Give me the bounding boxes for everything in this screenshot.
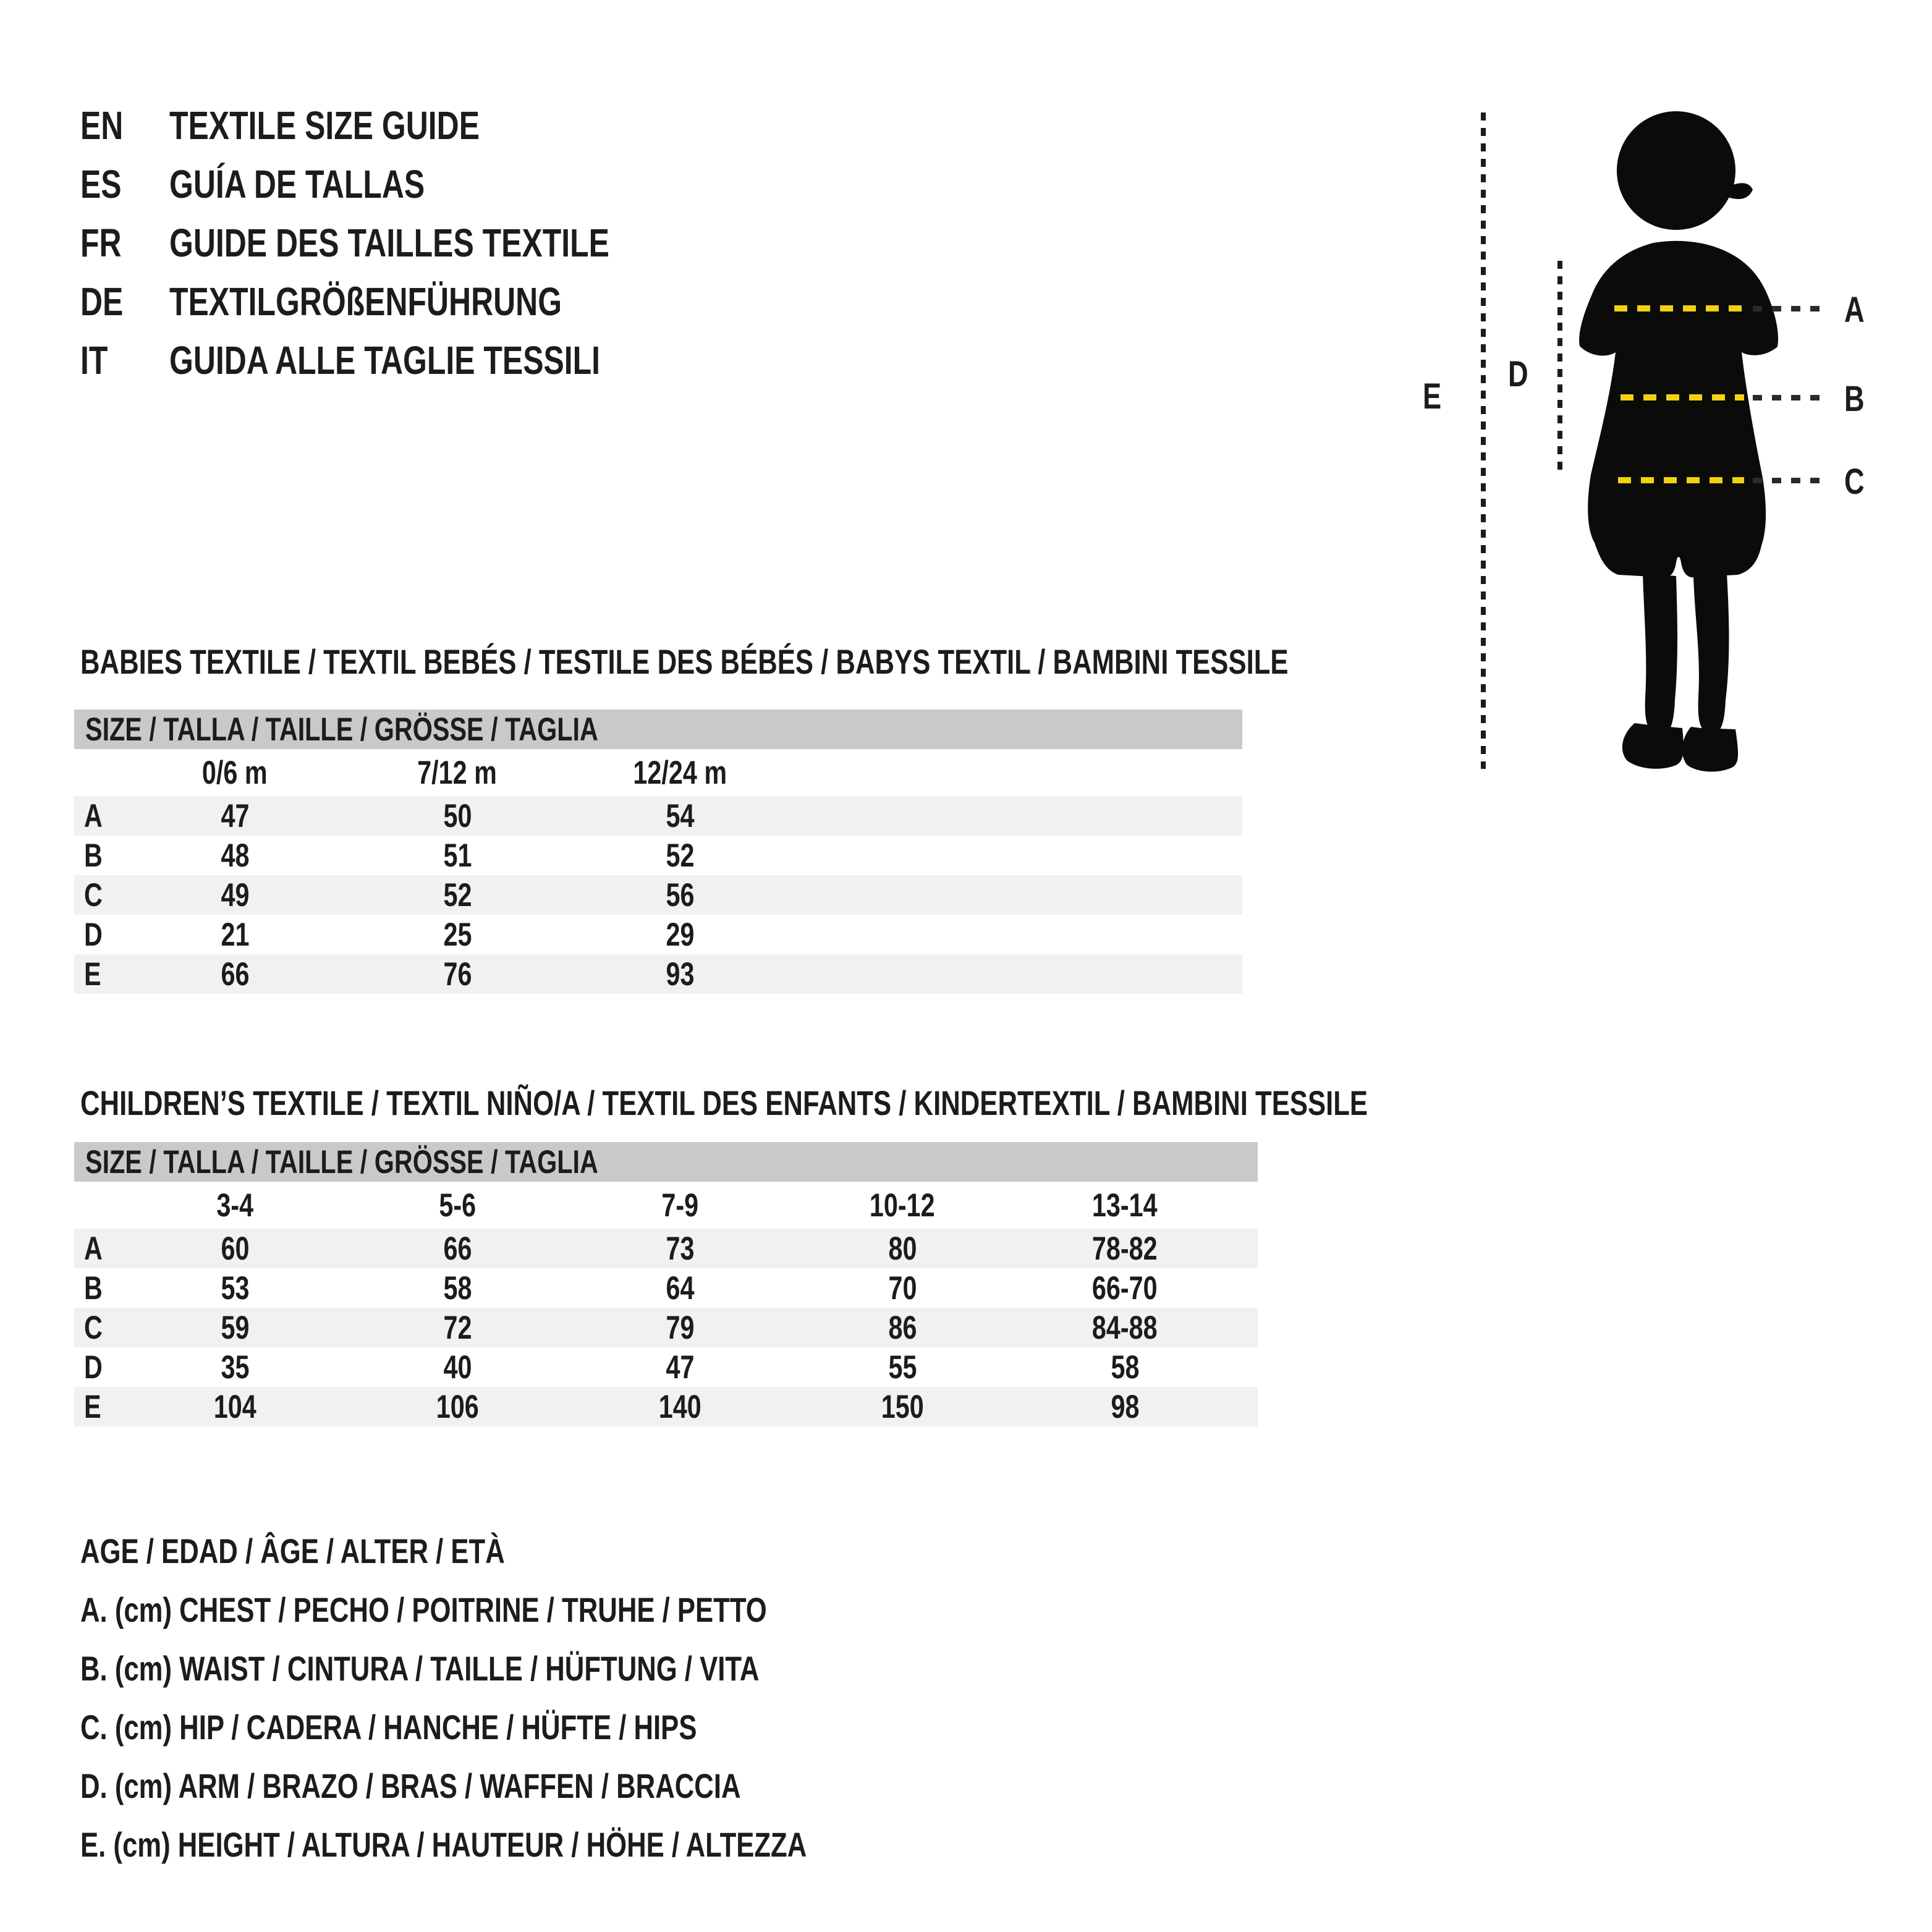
legend-line: C. (cm) HIP / CADERA / HANCHE / HÜFTE / HIPS — [80, 1708, 697, 1747]
legend-line: D. (cm) ARM / BRAZO / BRAS / WAFFEN / BRACCIA — [80, 1766, 741, 1805]
row-label: A — [84, 797, 103, 834]
babies-table — [74, 710, 1242, 994]
children-table-header: SIZE / TALLA / TAILLE / GRÖSSE / TAGLIA — [74, 1142, 1258, 1182]
table-cell: 76 — [443, 955, 472, 993]
hip-measure-dash-c — [1618, 477, 1744, 483]
legend-line: A. (cm) CHEST / PECHO / POITRINE / TRUHE / PETTO — [80, 1590, 767, 1629]
table-cell: 73 — [666, 1230, 694, 1267]
measurement-legend — [80, 1522, 1012, 1874]
table-cell: 55 — [888, 1349, 917, 1386]
table-row — [74, 1268, 1258, 1308]
table-cell: 98 — [1111, 1388, 1139, 1425]
column-header: 5-6 — [439, 1187, 476, 1224]
row-label: B — [84, 837, 103, 874]
row-label: D — [84, 916, 103, 953]
table-cell: 86 — [888, 1309, 917, 1346]
table-cell: 60 — [221, 1230, 249, 1267]
column-header: 13-14 — [1092, 1187, 1158, 1224]
table-cell: 47 — [221, 797, 249, 834]
row-label: E — [84, 955, 101, 993]
language-code: ES — [80, 161, 122, 206]
children-table — [74, 1142, 1258, 1426]
babies-section-title: BABIES TEXTILE / TEXTIL BEBÉS / TESTILE DES BÉBÉS / BABYS TEXTIL / BAMBINI TESSILE — [80, 642, 1289, 681]
table-cell: 72 — [443, 1309, 472, 1346]
column-header: 7/12 m — [417, 754, 498, 791]
language-row — [80, 96, 734, 155]
table-cell: 150 — [881, 1388, 924, 1425]
chest-measure-dash-a — [1614, 305, 1744, 311]
table-row — [74, 796, 1242, 836]
table-cell: 35 — [221, 1349, 249, 1386]
language-row — [80, 155, 734, 213]
table-body — [74, 796, 1242, 994]
column-header: 12/24 m — [633, 754, 727, 791]
table-row — [74, 1229, 1258, 1268]
language-code: FR — [80, 220, 122, 265]
hip-measure-leader-c — [1753, 478, 1824, 483]
table-body — [74, 1229, 1258, 1426]
babies-table-header: SIZE / TALLA / TAILLE / GRÖSSE / TAGLIA — [74, 710, 1242, 749]
table-cell: 140 — [658, 1388, 701, 1425]
language-row — [80, 213, 734, 272]
table-cell: 47 — [666, 1349, 694, 1386]
table-cell: 104 — [213, 1388, 256, 1425]
row-label: E — [84, 1388, 101, 1425]
row-label: B — [84, 1269, 103, 1307]
table-cell: 49 — [221, 876, 249, 913]
table-cell: 106 — [436, 1388, 479, 1425]
table-cell: 80 — [888, 1230, 917, 1267]
table-cell: 66 — [443, 1230, 472, 1267]
table-cell: 52 — [443, 876, 472, 913]
column-header: 7-9 — [661, 1187, 698, 1224]
legend-line: B. (cm) WAIST / CINTURA / TAILLE / HÜFTUNG / VITA — [80, 1649, 760, 1688]
measure-label-c: C — [1844, 462, 1865, 502]
row-label: C — [84, 1309, 103, 1346]
waist-measure-dash-b — [1621, 394, 1744, 400]
legend-line: AGE / EDAD / ÂGE / ALTER / ETÀ — [80, 1532, 505, 1570]
table-cell: 59 — [221, 1309, 249, 1346]
table-cell: 66 — [221, 955, 249, 993]
columns-row — [74, 749, 1242, 796]
table-row — [74, 1387, 1258, 1426]
table-cell: 25 — [443, 916, 472, 953]
measure-label-b: B — [1844, 379, 1865, 419]
language-row — [80, 331, 734, 389]
table-cell: 48 — [221, 837, 249, 874]
table-cell: 50 — [443, 797, 472, 834]
table-cell: 56 — [666, 876, 694, 913]
language-title: TEXTILGRÖßENFÜHRUNG — [169, 279, 562, 324]
row-label: D — [84, 1349, 103, 1386]
language-row — [80, 272, 734, 331]
language-code: DE — [80, 279, 124, 324]
row-label: C — [84, 876, 103, 913]
table-cell: 66-70 — [1092, 1269, 1158, 1307]
table-cell: 78-82 — [1092, 1230, 1158, 1267]
table-row — [74, 875, 1242, 915]
table-row — [74, 836, 1242, 875]
table-cell: 53 — [221, 1269, 249, 1307]
table-row — [74, 1347, 1258, 1387]
table-row — [74, 915, 1242, 954]
column-header: 10-12 — [870, 1187, 935, 1224]
children-section-title: CHILDREN’S TEXTILE / TEXTIL NIÑO/A / TEXTIL DES ENFANTS / KINDERTEXTIL / BAMBINI TESSILE — [80, 1083, 1368, 1122]
language-title: GUIDE DES TAILLES TEXTILE — [169, 220, 609, 265]
table-cell: 52 — [666, 837, 694, 874]
measure-label-d: D — [1508, 354, 1528, 394]
table-cell: 84-88 — [1092, 1309, 1158, 1346]
row-label: A — [84, 1230, 103, 1267]
table-row — [74, 1308, 1258, 1347]
measure-label-a: A — [1844, 290, 1865, 330]
language-code: IT — [80, 337, 108, 383]
table-cell: 29 — [666, 916, 694, 953]
table-row — [74, 954, 1242, 994]
chest-measure-leader-a — [1753, 306, 1824, 311]
arm-measure-line-d — [1557, 261, 1562, 473]
columns-row — [74, 1182, 1258, 1229]
column-header: 3-4 — [216, 1187, 253, 1224]
language-title: TEXTILE SIZE GUIDE — [169, 103, 480, 148]
table-cell: 58 — [443, 1269, 472, 1307]
language-list — [80, 96, 734, 389]
table-cell: 40 — [443, 1349, 472, 1386]
column-header: 0/6 m — [202, 754, 268, 791]
table-cell: 21 — [221, 916, 249, 953]
table-cell: 51 — [443, 837, 472, 874]
legend-line: E. (cm) HEIGHT / ALTURA / HAUTEUR / HÖHE / ALTEZZA — [80, 1825, 807, 1864]
language-title: GUÍA DE TALLAS — [169, 161, 425, 206]
table-cell: 58 — [1111, 1349, 1139, 1386]
table-cell: 64 — [666, 1269, 694, 1307]
table-cell: 54 — [666, 797, 694, 834]
language-code: EN — [80, 103, 124, 148]
measure-label-e: E — [1423, 376, 1442, 417]
table-cell: 70 — [888, 1269, 917, 1307]
table-cell: 93 — [666, 955, 694, 993]
language-title: GUIDA ALLE TAGLIE TESSILI — [169, 337, 601, 383]
table-cell: 79 — [666, 1309, 694, 1346]
waist-measure-leader-b — [1753, 395, 1824, 400]
